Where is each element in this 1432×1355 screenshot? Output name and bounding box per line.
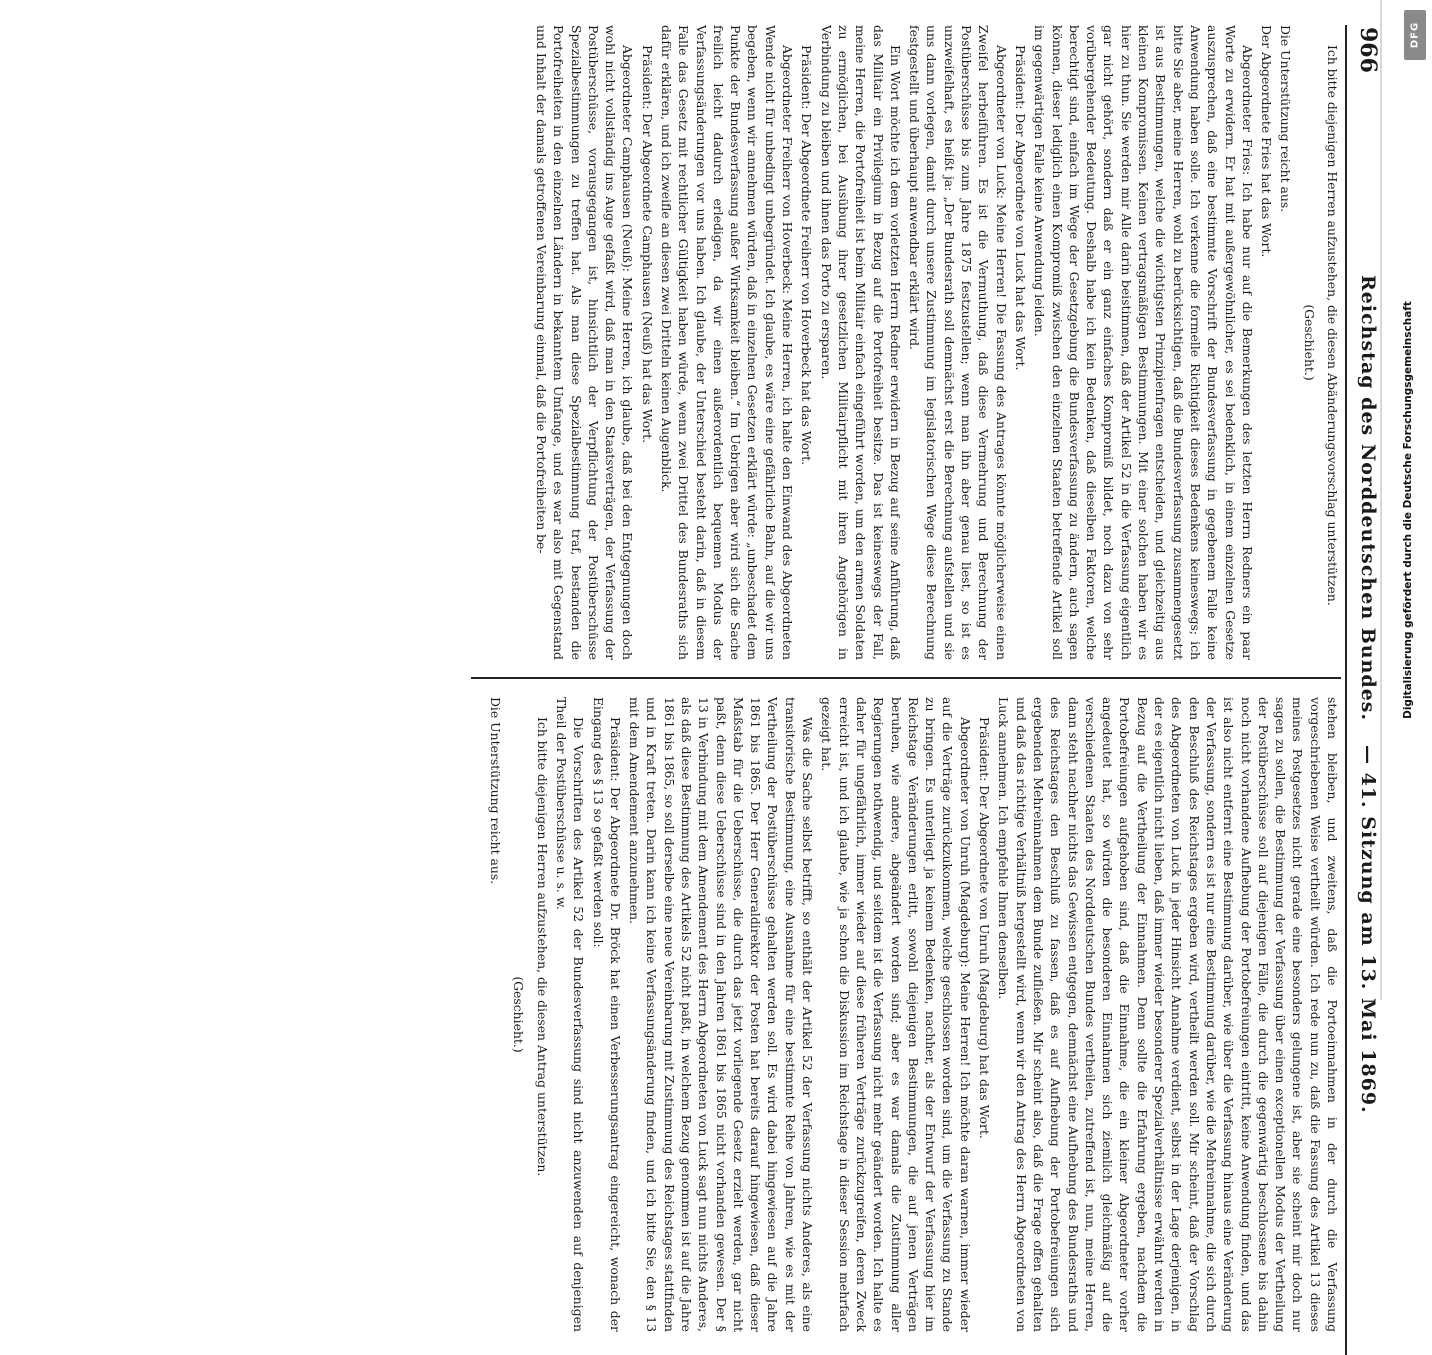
paragraph: Der Abgeordnete Fries hat das Wort. (1259, 25, 1275, 258)
paragraph: Ein Wort möchte ich dem vorletzten Herrn Redner erwidern in Bezug auf seine Anführung, daß das Militair ein Privilegium in Bezug auf die Portofreiheit besitze. Das ist keineswegs der Fall, meine Herren, die Portofreiheit ist beim Militair einfach eingeführt worden, um den armen Soldaten zu ermöglichen, bei Ausübung ihrer gesetzlichen Militairpflicht mit ihren Angehörigen in Verbindung zu bleiben und ihnen das Porto zu ersparen. (818, 25, 903, 660)
paragraph: (Geschieht.) (511, 976, 527, 1053)
digitization-note: Digitalisierung gefördert durch die Deutsche Forschungsgemeinschaft (1402, 301, 1414, 719)
paragraph: Die Unterstützung reicht aus. (1278, 25, 1294, 213)
paragraph: Die Unterstützung reicht aus. (488, 697, 504, 885)
paragraph: Ich bitte diejenigen Herren aufzustehen, die diesen Abänderungsvorschlag unterstützen. (1325, 45, 1340, 606)
paragraph: Präsident: Der Abgeordnete Freiherr von Hoverbeck hat das Wort. (799, 45, 815, 466)
digitization-footer (1396, 80, 1420, 940)
paragraph: Abgeordneter von Luck: Meine Herren! Die Fassung des Antrages könnte möglicherweise einen Zweifel herbeiführen. Es ist die Vermuthung, daß diese Vermehrung und Berechnung der Postüberschüsse bis zum Jahre 1875 festzustellen; wenn man ihn aber genau liest, so ist es unzweifelhaft, es heißt ja: „Der Bundesrath soll demnächst erst die Berechnung aufstellen und sie uns dann vorlegen, damit durch unsere Zustimmung im legislatorischen Wege diese Berechnung festgestellt und überhaupt anwendbar erklärt wird. (907, 25, 1009, 660)
paragraph: (Geschieht.) (1301, 304, 1317, 381)
paragraph: Die Vorschriften des Artikel 52 der Bundesverfassung sind nicht anzuwenden auf denjenigen Theil der Postüberschüsse u. s. w. (553, 697, 587, 1332)
paragraph: Präsident: Der Abgeordnete von Unruh (Magdeburg) hat das Wort. (977, 717, 993, 1139)
column-divider (471, 677, 1341, 679)
header-rule (1346, 25, 1348, 1355)
paragraph: Ich bitte diejenigen Herren aufzustehen, die diesen Antrag unterstützen. (534, 717, 550, 1177)
rotated-page-content (51, 25, 1381, 1332)
dfg-logo-text: DFG (1409, 21, 1421, 49)
paragraph: Präsident: Der Abgeordnete Dr. Bröck hat einen Verbesserungsantrag eingereicht, wonach der Eingang des § 13 so gefaßt werden soll: (590, 697, 623, 1332)
paragraph: Präsident: Der Abgeordnete von Luck hat das Wort. (1012, 45, 1028, 371)
running-header-left: Reichstag des Norddeutschen Bundes. (1357, 275, 1379, 722)
paragraph: Abgeordneter von Unruh (Magdeburg): Meine Herren! Ich möchte daran warnen, immer wieder auf die Verträge zurückzukommen, welche geschlossen worden sind, um die Verfassung zu Stande zu bringen. Es unterliegt ja keinem Bedenken, nachher, als der Entwurf der Verfassung hier im Reichstage Veränderungen erlitt, sowohl diejenigen Bestimmungen, die auf jenen Verträgen beruhen, wie andere, abgeändert worden sind; aber es war damals die Zustimmung aller Regierungen nothwendig, und seitdem ist die Verfassung nicht mehr geändert worden. Ich halte es daher für ungefährlich, immer wieder auf diese früheren Verträge zurückzugreifen, deren Zweck erreicht ist, und ich glaube, wie ja schon die Diskussion im Reichstage in dieser Session mehrfach gezeigt hat. (819, 697, 973, 1332)
right-text-column (471, 697, 1341, 1332)
paragraph: Was die Sache selbst betrifft, so enthält der Artikel 52 der Verfassung nichts Anderes, als eine transitorische Bestimmung, eine Ausnahme für eine bestimmte Reihe von Jahren, wie es mit der Vertheilung der Postüberschüsse gehalten werden soll. Es wird dabei hingewiesen auf die Jahre 1861 bis 1865. Der Herr Generaldirektor der Posten hat bereits darauf hingewiesen, daß dieser Maßstab für die Ueberschüsse, die durch das jetzt vorliegende Gesetz erzielt werden, gar nicht paßt, denn diese Ueberschüsse sind in den Jahren 1861 bis 1865 nicht vorhanden gewesen. Der § 13 in Verbindung mit dem Amendement des Herrn Abgeordneten von Luck sagt nun nichts Anderes, als daß diese Bestimmung des Artikels 52 nicht paßt, in welchem Bezug genommen ist auf die Jahre 1861 bis 1865, so soll derselbe eine neue Vereinbarung mit Zustimmung des Reichstages stattfinden und in Kraft treten. Darin kann ich keine Verfassungsänderung finden, und ich bitte Sie, den § 13 mit dem Amendement anzunehmen. (627, 697, 816, 1332)
paragraph: Präsident: Der Abgeordnete Camphausen (Neuß) hat das Wort. (639, 45, 655, 444)
page-number: 966 (1355, 27, 1381, 73)
paragraph: Abgeordneter Camphausen (Neuß): Meine Herren, ich glaube, daß bei den Entgegnungen doch wohl nicht vollständig ins Auge gefaßt wird, daß man in den Staatsverträgen, der Verfassung der Postüberschüsse, vorausgegangen ist, hinsichtlich der Verpflichtung der Postüberschüsse Spezialbestimmungen zu treffen hat. Als man diese Spezialbestimmung traf, bestanden die Portofreiheiten in den einzelnen Ländern in bekanntem Umfange, und es war also mit Gegenstand und Inhalt der damals getroffenen Vereinbarung einmal, daß die Portofreiheiten be- (533, 25, 636, 660)
dfg-logo (1404, 10, 1426, 60)
left-text-column (471, 25, 1341, 660)
paragraph: Abgeordneter Fries: Ich habe nur auf die Bemerkungen des letzten Herrn Redners ein paar Worte zu erwidern. Er hat mit außergewöhnlicher, es sei bedenklich, in einem einzelnen Gesetze auszusprechen, daß eine bestimmte Vorschrift der Bundesverfassung in gegebenem Falle keine Anwendung haben solle. Ich verkenne die formelle Richtigkeit dieses Bedenkens keineswegs; ich bitte Sie aber, meine Herren, wohl zu berücksichtigen, daß die Bundesverfassung zusammengesetzt ist aus Bestimmungen, welche die wichtigsten Prinzipienfragen entscheiden, und gleichzeitig aus kleinen Kompromissen. Keinen vertragsmäßigen Bestimmungen. Mit einer solchen haben wir es hier zu thun. Sie werden mir Alle darin beistimmen, daß der Artikel 52 in die Verfassung eigentlich gar nicht gehört, sondern daß er ein ganz einfaches Kompromiß bildet, noch dazu von sehr vorübergehender Bedeutung. Deshalb habe ich kein Bedenken, daß dieselben Faktoren, welche berechtigt sind, einfach im Wege der Gesetzgebung die Bundesverfassung zu ändern, auch sagen können, dieser lediglich einen Kompromiß zwischen den einzelnen Staaten betreffende Artikel soll im gegenwärtigen Falle keine Anwendung leiden. (1032, 25, 1255, 660)
paragraph: Abgeordneter Freiherr von Hoverbeck: Meine Herren, ich halte den Einwand des Abgeordneten Wende nicht für unbedingt unbegründet. Ich glaube, es wäre eine gefährliche Bahn, auf die wir uns begeben, wenn wir annehmen würden, daß in einzelnen Gesetzen erklärt würde: „unbeschadet dem Punkte der Bundesverfassung außer Wirksamkeit bleiben.“ Im Uebrigen aber wird sich die Sache freilich leicht dadurch erledigen, da wir einen außerordentlich bequemen Modus der Verfassungsänderungen vor uns haben. Ich glaube, der Unterschied besteht darin, daß in diesem Falle das Gesetz mit rechtlicher Gültigkeit haben würde, wenn zwei Drittel des Bundesraths sich dafür erklären, und ich zweifle an diesen zwei Dritteln keinen Augenblick. (659, 25, 796, 660)
paragraph: stehen bleiben, und zweitens, daß die Portoeinnahmen in der durch die Verfassung vorgeschriebenen Weise vertheilt würden. Ich rede nun zu, daß die Fassung des Artikel 13 dieses meines Postgesetzes nicht gerade eine besonders gelungene ist, aber sie scheint mir doch nur sagen zu sollen, die Bestimmung der Verfassung über einen exceptionellen Modus der Vertheilung der Postüberschüsse soll auf diejenigen Fälle, die durch die gegenwärtig beschlossene bis dahin noch nicht vorhandene Aufhebung der Portobefreiungen eintritt, keine Anwendung finden, und das ist also nicht entfernt eine Bestimmung darüber, wie über die Verfassung hinaus eine Veränderung der Verfassung, sondern es ist nur eine Bestimmung darüber, wie die Mehreinnahme, die sich durch den Beschluß des Reichstages ergeben wird, vertheilt werden soll. Mir scheint, daß der Vorschlag des Abgeordneten von Luck in jeder Hinsicht Annahme verdient, selbst in der Lage derjenigen, in der es eigentlich nicht lieben, daß immer wieder besonderer Spezialverhältnisse erwähnt werden in Bezug auf die Vertheilung der Einnahmen. Denn sollte die Erfahrung ergeben, nachdem die Portobefreiungen aufgehoben sind, daß die Einnahme, die ein kleiner Abgeordneter vorher angedeutet hat, so würden die besonderen Einnahmen sich ziemlich gleichmäßig auf die verschiedenen Staaten des Norddeutschen Bundes vertheilen, zutreffend ist, nun, meine Herren, dann steht nachher nichts das Gewissen entgegen, demnächst eine Aufhebung des Bundesraths und des Reichstages den Beschluß zu fassen, daß es auf Aufhebung der Portobefreiungen sich ergebenden Mehreinnahmen dem Bunde zufließen. Mir scheint also, daß die Frage offen gehalten und daß das richtige Verhältniß hergestellt wird, wenn wir den Antrag des Herrn Abgeordneten von Luck annehmen. Ich empfehle Ihnen denselben. (996, 697, 1340, 1332)
running-header-right: — 41. Sitzung am 13. Mai 1869. (1357, 745, 1379, 1114)
